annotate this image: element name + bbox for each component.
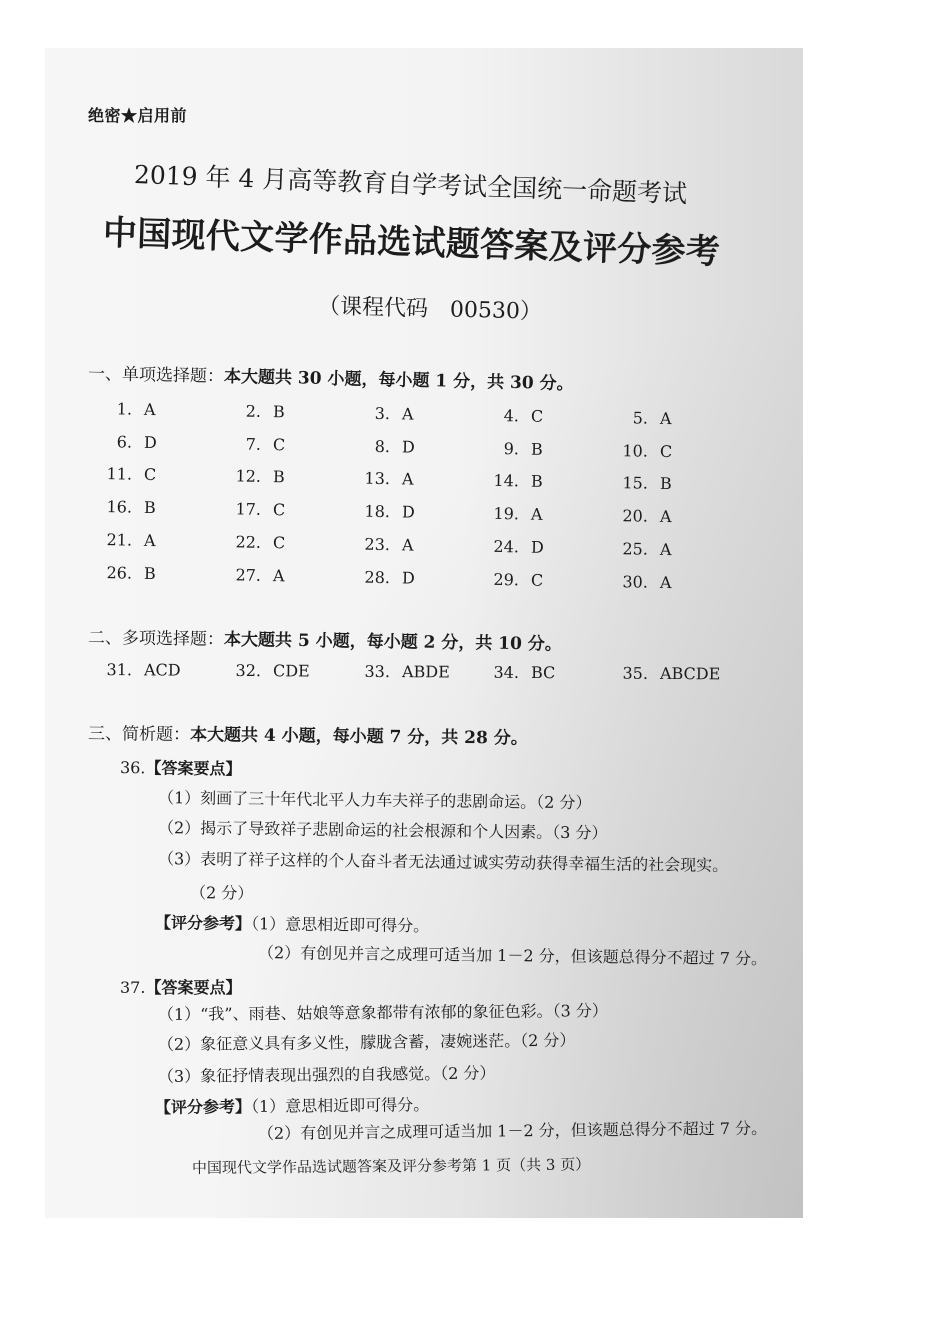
answer-point: （1）“我”、雨巷、姑娘等意象都带有浓郁的象征色彩。（3 分） xyxy=(157,1001,608,1024)
course-code: （课程代码 00530） xyxy=(317,294,543,325)
answer-number: 5. xyxy=(632,408,649,428)
answer-number: 9. xyxy=(503,439,520,459)
answer-number: 7. xyxy=(245,434,262,454)
answer-item xyxy=(483,663,612,684)
answer-number: 3. xyxy=(374,403,391,424)
answer-row xyxy=(96,563,741,594)
answer-item xyxy=(354,568,483,590)
section1-detail: 本大题共 30 小题，每小题 1 分，共 30 分。 xyxy=(223,366,574,395)
answer-item xyxy=(483,537,612,559)
scoring-item: （1）意思相近即可得分。 xyxy=(250,914,430,936)
answer-choice: D xyxy=(401,568,415,588)
answer-number: 4. xyxy=(503,406,520,426)
answer-choice: ABDE xyxy=(401,662,450,682)
answer-choice: B xyxy=(143,563,156,584)
answer-point: （1）刻画了三十年代北平人力车夫祥子的悲剧命运。（2 分） xyxy=(157,788,592,813)
answer-choice: C xyxy=(530,406,544,426)
answer-choice: D xyxy=(530,537,544,557)
answer-number: 35. xyxy=(622,663,649,683)
answer-number: 17. xyxy=(235,499,262,519)
answer-number: 32. xyxy=(235,660,262,681)
answer-number: 24. xyxy=(493,536,520,557)
answer-item xyxy=(612,441,741,463)
answer-choice: D xyxy=(143,432,157,453)
answer-number: 14. xyxy=(493,470,520,491)
answer-point: （2）象征意义具有多义性，朦胧含蓄，凄婉迷茫。（2 分） xyxy=(157,1030,576,1054)
answer-number: 34. xyxy=(493,662,520,682)
document-title: 中国现代文学作品选试题答案及评分参考 xyxy=(102,213,721,273)
answer-item xyxy=(225,499,354,521)
answer-number: 19. xyxy=(493,503,520,524)
answer-point: （2）揭示了导致祥子悲剧命运的社会根源和个人因素。（3 分） xyxy=(157,818,608,843)
answer-item xyxy=(483,471,612,493)
answer-number: 28. xyxy=(364,567,391,588)
answer-number: 2. xyxy=(245,401,262,421)
answer-item xyxy=(96,660,225,681)
scanned-page xyxy=(45,48,803,1218)
scoring-item: （1）意思相近即可得分。 xyxy=(250,1095,430,1116)
answer-choice: A xyxy=(272,566,285,586)
answer-item xyxy=(96,464,225,486)
answer-row xyxy=(96,530,741,561)
scoring-item: （2）有创见并言之成理可适当加 1－2 分，但该题总得分不超过 7 分。 xyxy=(257,943,768,969)
answer-item xyxy=(96,497,225,519)
answer-number: 20. xyxy=(622,506,649,526)
answer-number: 16. xyxy=(106,497,133,517)
answer-number: 21. xyxy=(106,530,133,550)
answer-number: 29. xyxy=(493,569,520,590)
answer-row xyxy=(96,432,741,463)
question-number: 37. xyxy=(120,978,146,997)
answer-choice: ABCDE xyxy=(659,663,721,684)
answer-point-continuation: （2 分） xyxy=(189,883,254,903)
answer-choice: C xyxy=(272,500,286,520)
answer-number: 11. xyxy=(106,464,133,484)
answer-choice: A xyxy=(401,469,414,489)
answer-choice: C xyxy=(530,570,544,590)
scoring-tag: 【评分参考】 xyxy=(154,1096,252,1117)
answer-point: （3）表明了祥子这样的个人奋斗者无法通过诚实劳动获得幸福生活的社会现实。 xyxy=(157,849,729,875)
answer-item xyxy=(354,437,483,459)
answer-row xyxy=(96,399,741,430)
answer-choice: ACD xyxy=(143,660,181,680)
answer-choice: B xyxy=(143,497,156,518)
answer-item xyxy=(354,469,483,491)
section3-heading xyxy=(88,724,528,749)
answer-item xyxy=(225,565,354,587)
answer-item xyxy=(96,399,225,421)
answer-choice: D xyxy=(401,502,415,522)
answer-choice: A xyxy=(659,408,672,429)
answer-item xyxy=(225,661,354,682)
answer-item xyxy=(225,532,354,554)
answer-choice: A xyxy=(659,572,672,593)
answer-choice: D xyxy=(401,437,415,457)
answer-item xyxy=(483,439,612,461)
answer-item xyxy=(612,473,741,495)
answer-choice: B xyxy=(659,473,672,494)
answer-item xyxy=(96,563,225,585)
answer-number: 8. xyxy=(374,436,391,457)
answer-choice: BC xyxy=(530,663,556,683)
answer-key-tag: 【答案要点】 xyxy=(145,758,242,779)
answer-item xyxy=(612,539,741,561)
answer-number: 10. xyxy=(622,441,649,461)
section2-heading xyxy=(88,628,562,655)
answer-number: 6. xyxy=(116,432,133,452)
section1-label: 一、单项选择题： xyxy=(87,364,225,387)
answer-item xyxy=(354,535,483,557)
answer-choice: A xyxy=(401,535,414,555)
exam-title: 2019 年 4 月高等教育自学考试全国统一命题考试 xyxy=(133,160,688,209)
answer-number: 26. xyxy=(106,563,133,583)
answer-number: 27. xyxy=(235,565,262,585)
answer-number: 18. xyxy=(364,501,391,522)
answer-choice: B xyxy=(272,402,285,422)
question-number: 36. xyxy=(119,758,146,778)
section1-heading xyxy=(88,364,574,394)
answer-item xyxy=(483,406,612,428)
scoring-item: （2）有创见并言之成理可适当加 1－2 分，但该题总得分不超过 7 分。 xyxy=(257,1118,768,1143)
answer-number: 23. xyxy=(364,534,391,555)
page-footer: 中国现代文学作品选试题答案及评分参考第 1 页（共 3 页） xyxy=(191,1155,591,1177)
section3-detail: 本大题共 4 小题，每小题 7 分，共 28 分。 xyxy=(189,725,528,749)
answer-choice: A xyxy=(659,506,672,527)
question-37-heading xyxy=(120,978,241,998)
question-36-heading xyxy=(120,758,242,779)
answer-item xyxy=(354,404,483,426)
answer-item xyxy=(612,408,741,430)
scoring-tag: 【评分参考】 xyxy=(154,913,252,934)
answer-item xyxy=(612,572,741,594)
answer-number: 12. xyxy=(235,466,262,486)
answer-choice: A xyxy=(530,504,543,524)
answer-row xyxy=(96,497,741,528)
answer-choice: C xyxy=(143,464,157,485)
answer-item xyxy=(225,466,354,488)
answer-number: 31. xyxy=(106,660,133,680)
answer-choice: C xyxy=(272,533,286,553)
answer-choice: A xyxy=(143,530,156,551)
answer-number: 30. xyxy=(622,572,649,592)
answer-choice: A xyxy=(659,539,672,560)
scoring-reference xyxy=(155,1095,429,1118)
answer-choice: CDE xyxy=(272,661,310,681)
answer-choice: B xyxy=(530,471,543,491)
answer-item xyxy=(225,401,354,423)
confidential-mark: 绝密★启用前 xyxy=(88,106,188,125)
answer-choice: C xyxy=(272,435,286,455)
section2-detail: 本大题共 5 小题，每小题 2 分，共 10 分。 xyxy=(223,629,562,655)
answer-item xyxy=(354,662,483,683)
scoring-reference xyxy=(155,913,429,936)
answer-number: 22. xyxy=(235,532,262,552)
answer-item xyxy=(483,504,612,526)
answer-choice: B xyxy=(272,467,285,487)
answer-point: （3）象征抒情表现出强烈的自我感觉。（2 分） xyxy=(157,1063,496,1086)
answer-row xyxy=(96,660,741,685)
answer-number: 1. xyxy=(116,399,133,419)
section2-label: 二、多项选择题： xyxy=(87,628,225,650)
section3-label: 三、简析题： xyxy=(87,724,191,746)
answer-choice: C xyxy=(659,441,673,462)
answer-item xyxy=(612,664,741,685)
answer-item xyxy=(96,432,225,454)
answer-number: 33. xyxy=(364,661,391,682)
answer-choice: B xyxy=(530,439,543,459)
answer-number: 15. xyxy=(622,473,649,493)
answer-item xyxy=(354,502,483,524)
answer-item xyxy=(612,506,741,528)
answer-choice: A xyxy=(143,399,156,420)
answer-item xyxy=(96,530,225,552)
answer-item xyxy=(483,570,612,592)
answer-number: 13. xyxy=(364,468,391,489)
answer-row xyxy=(96,464,741,495)
answer-choice: A xyxy=(401,404,414,424)
answer-item xyxy=(225,434,354,456)
answer-key-tag: 【答案要点】 xyxy=(145,978,242,997)
answer-number: 25. xyxy=(622,539,649,559)
